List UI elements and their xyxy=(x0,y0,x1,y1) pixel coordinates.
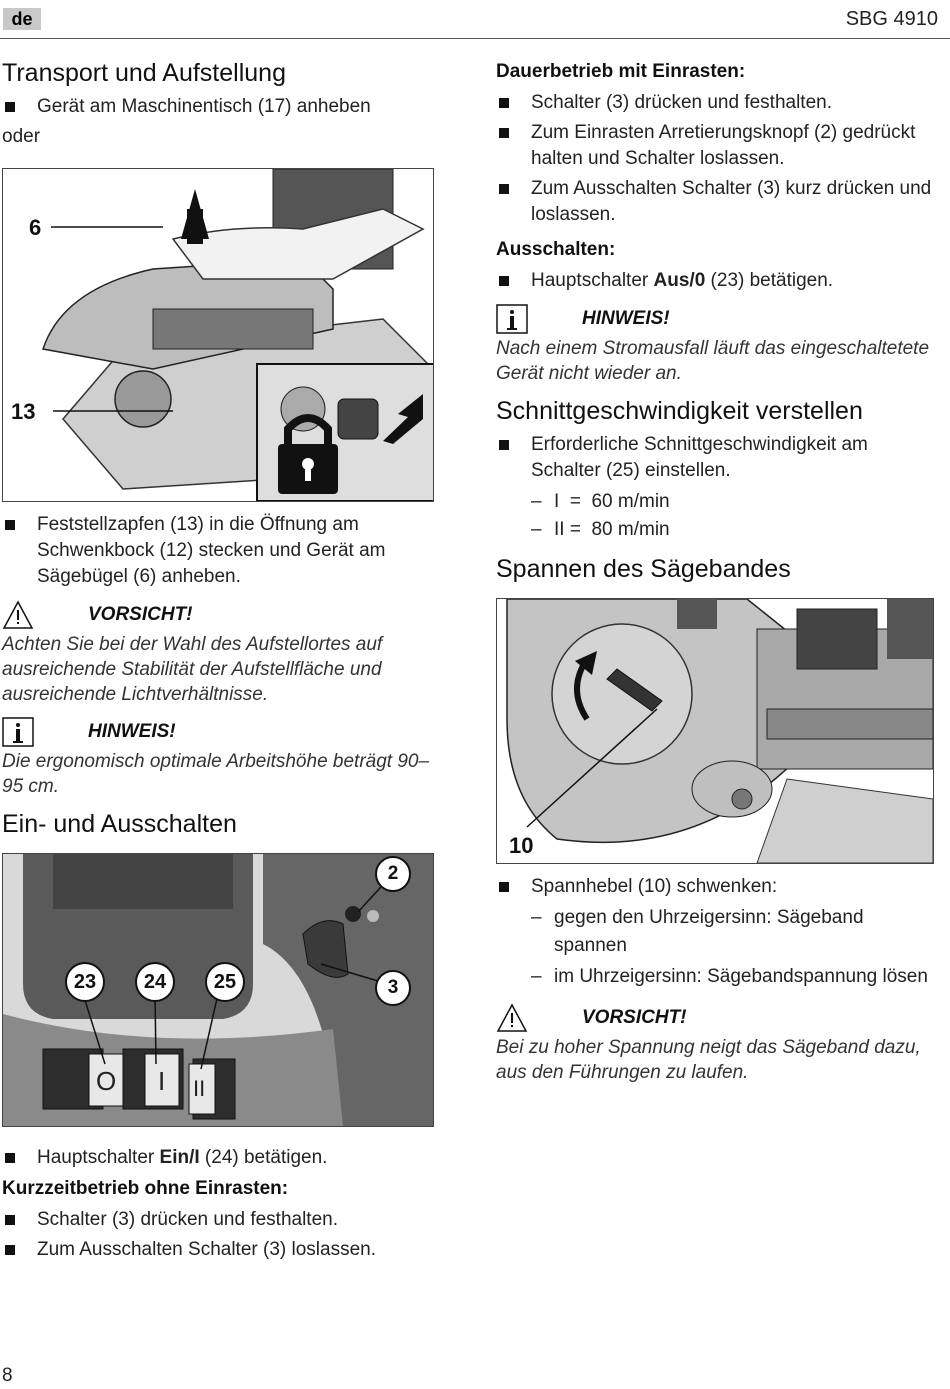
bandsaw-lift-illustration xyxy=(3,169,433,501)
callout-6: 6 xyxy=(29,215,42,240)
header-rule xyxy=(0,38,950,39)
info-icon xyxy=(2,717,34,747)
bullet-locking-pin: Feststellzapfen (13) in die Öffnung am Schwenkbock (12) stecken und Gerät am Sägebügel (6) anheben. xyxy=(2,512,438,590)
blade-tension-illustration xyxy=(497,599,933,863)
speed-option-1-text: I = 60 m/min xyxy=(554,491,670,512)
caution-label: VORSICHT! xyxy=(88,604,193,625)
off-text-pre: Hauptschalter xyxy=(531,270,654,291)
switch-glyph-on: I xyxy=(158,1066,166,1096)
note-heading xyxy=(2,717,438,747)
section-title-transport: Transport und Aufstellung xyxy=(2,59,286,87)
caution-text: Achten Sie bei der Wahl des Aufstellortes auf ausreichende Stabilität der Aufstellfläche und ausreichende Lichtverhältnisse. xyxy=(2,634,383,705)
subtitle-short-operation: Kurzzeitbetrieb ohne Einrasten: xyxy=(2,1178,289,1199)
main-switch-text-post: (24) betätigen. xyxy=(199,1147,328,1168)
bullet-speed: Erforderliche Schnittgeschwindigkeit am Schalter (25) einstellen. xyxy=(496,432,936,484)
main-switch-text-pre: Hauptschalter xyxy=(37,1147,160,1168)
badge-23: 23 xyxy=(65,962,105,1002)
note-label-right: HINWEIS! xyxy=(582,308,670,329)
subtitle-off: Ausschalten: xyxy=(496,239,616,260)
note-text: Die ergonomisch optimale Arbeitshöhe beträgt 90–95 cm. xyxy=(2,751,430,797)
bullet-cont-lock: Zum Einrasten Arretierungsknopf (2) gedrückt halten und Schalter loslassen. xyxy=(496,120,936,172)
note-text-right: Nach einem Stromausfall läuft das eingeschaltetete Gerät nicht wieder an. xyxy=(496,338,930,384)
switch-glyph-speed: II xyxy=(193,1076,206,1101)
section-title-speed: Schnittgeschwindigkeit verstellen xyxy=(496,397,863,425)
caution-heading-right xyxy=(496,1003,936,1033)
badge-2: 2 xyxy=(375,856,411,892)
figure-transport xyxy=(2,168,434,502)
note-heading-right xyxy=(496,304,936,334)
bullet-main-switch-on xyxy=(2,1145,438,1171)
bullet-lift-table: Gerät am Maschinentisch (17) anheben xyxy=(2,94,438,120)
caution-text-right: Bei zu hoher Spannung neigt das Sägeband dazu, aus den Führungen zu laufen. xyxy=(496,1037,921,1083)
off-text-bold: Aus/0 xyxy=(653,270,706,291)
bullet-short-press: Schalter (3) drücken und festhalten. xyxy=(2,1207,438,1233)
badge-25: 25 xyxy=(205,962,245,1002)
callout-13: 13 xyxy=(11,399,36,424)
bullet-main-switch-off xyxy=(496,268,936,294)
main-switch-text-bold: Ein/I xyxy=(159,1147,200,1168)
bullet-cont-press: Schalter (3) drücken und festhalten. xyxy=(496,90,936,116)
speed-option-1: – I = 60 m/min xyxy=(531,491,670,512)
left-column xyxy=(2,56,438,1267)
speed-option-2: – II = 80 m/min xyxy=(531,519,670,540)
tension-option-ccw: – gegen den Uhrzeigersinn: Sägeband spannen xyxy=(531,907,864,956)
tension-option-ccw-text: gegen den Uhrzeigersinn: Sägeband spannen xyxy=(554,907,864,956)
switch-glyph-off: O xyxy=(96,1066,117,1096)
tension-option-cw-text: im Uhrzeigersinn: Sägebandspannung lösen xyxy=(554,966,928,987)
caution-heading xyxy=(2,600,438,630)
bullet-cont-off: Zum Ausschalten Schalter (3) kurz drücken und loslassen. xyxy=(496,176,936,228)
caution-label-right: VORSICHT! xyxy=(582,1007,687,1028)
info-icon xyxy=(496,304,528,334)
callout-10: 10 xyxy=(509,833,534,858)
bullet-short-release: Zum Ausschalten Schalter (3) loslassen. xyxy=(2,1237,438,1263)
bullet-tension-lever: Spannhebel (10) schwenken: xyxy=(496,874,936,900)
speed-option-2-text: II = 80 m/min xyxy=(554,519,670,540)
warning-triangle-icon xyxy=(2,600,34,630)
tension-option-cw: – im Uhrzeigersinn: Sägebandspannung lösen xyxy=(531,966,928,987)
language-tag: de xyxy=(3,8,41,30)
note-label: HINWEIS! xyxy=(88,721,176,742)
off-text-post: (23) betätigen. xyxy=(705,270,834,291)
subtitle-continuous: Dauerbetrieb mit Einrasten: xyxy=(496,61,746,82)
model-number: SBG 4910 xyxy=(845,8,938,30)
or-text: oder xyxy=(2,126,41,147)
section-title-tension: Spannen des Sägebandes xyxy=(496,555,791,583)
page-number: 8 xyxy=(2,1365,13,1386)
badge-24: 24 xyxy=(135,962,175,1002)
right-column xyxy=(496,60,936,1093)
warning-triangle-icon xyxy=(496,1003,528,1033)
figure-tension xyxy=(496,598,934,864)
section-title-switching: Ein- und Ausschalten xyxy=(2,810,237,838)
badge-3: 3 xyxy=(375,970,411,1006)
figure-switches xyxy=(2,853,434,1127)
